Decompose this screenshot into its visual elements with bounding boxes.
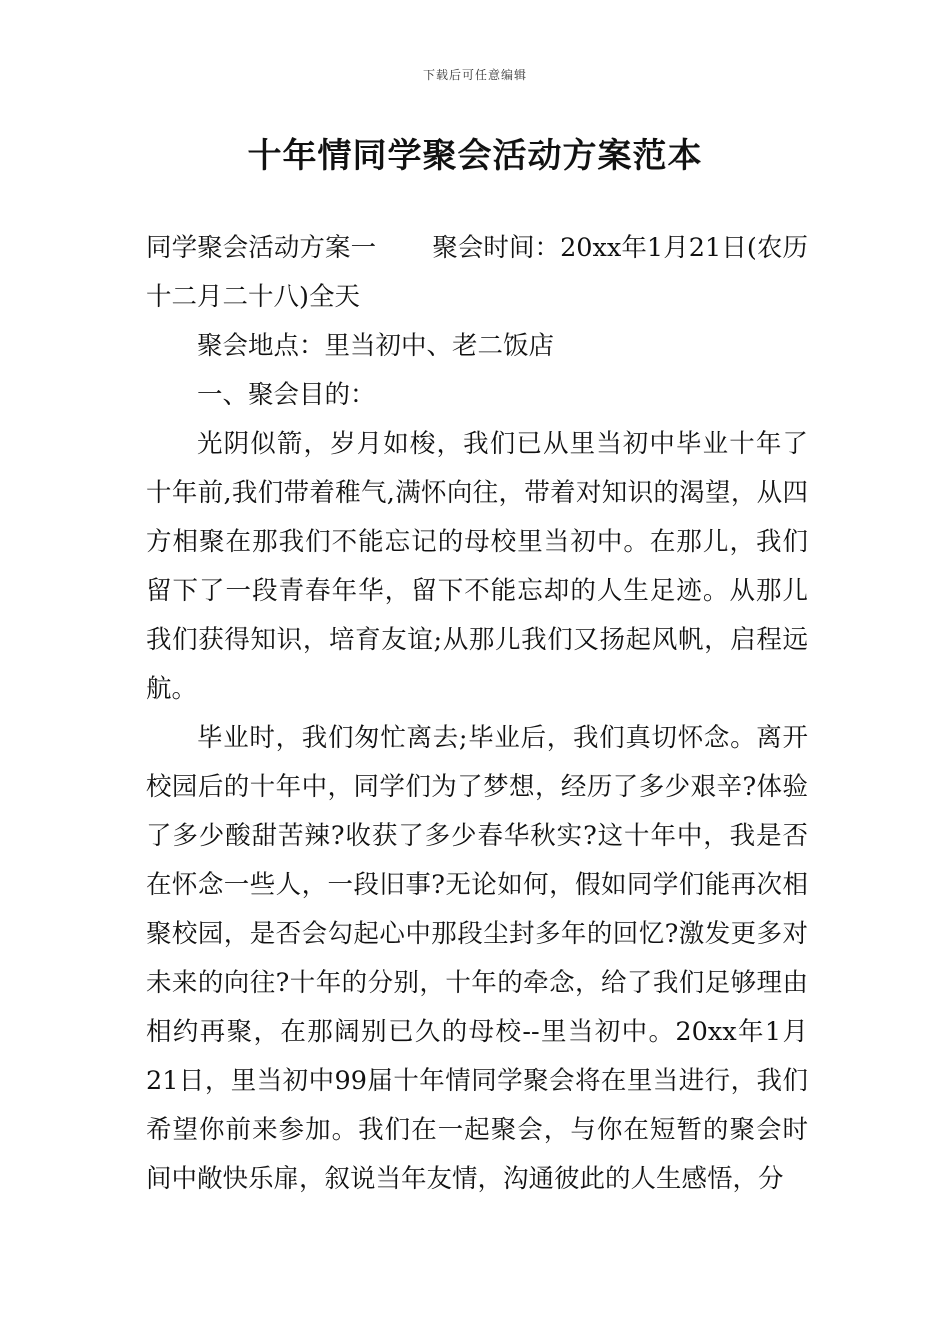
meeting-location: 聚会地点：里当初中、老二饭店 [197,331,555,361]
body-paragraph: 毕业时，我们匆忙离去;毕业后，我们真切怀念。离开校园后的十年中，同学们为了梦想，经历了多少艰辛?体验了多少酸甜苦辣?收获了多少春华秋实?这十年中，我是否在怀念一些人，一段旧事?无论如何，假如同学们能再次相聚校园，是否会勾起心中那段尘封多年的回忆?激发更多对未来的向往?十年的分别，十年的牵念，给了我们足够理由相约再聚，在那阔别已久的母校--里当初中。20xx年1月21日，里当初中99届十年情同学聚会将在里当进行，我们希望你前来参加。我们在一起聚会，与你在短暂的聚会时间中敞快乐扉，叙说当年友情，沟通彼此的人生感悟，分 [146,723,808,1194]
document-title: 十年情同学聚会活动方案范本 [247,136,703,176]
document-body [146,224,808,1204]
body-paragraph: 光阴似箭，岁月如梭，我们已从里当初中毕业十年了十年前,我们带着稚气,满怀向往，带着对知识的渴望，从四方相聚在那我们不能忘记的母校里当初中。在那儿，我们留下了一段青春年华，留下不能忘却的人生足迹。从那儿我们获得知识，培育友谊;从那儿我们又扬起风帆，启程远航。 [146,429,808,704]
section-heading: 同学聚会活动方案一 [146,233,377,263]
header-note: 下载后可任意编辑 [422,68,527,82]
first-paragraph [146,224,808,322]
meeting-time: 聚会时间：20xx年1月21日(农历十二月二十八)全天 [146,233,808,312]
section-purpose-heading: 一、聚会目的： [197,380,376,410]
